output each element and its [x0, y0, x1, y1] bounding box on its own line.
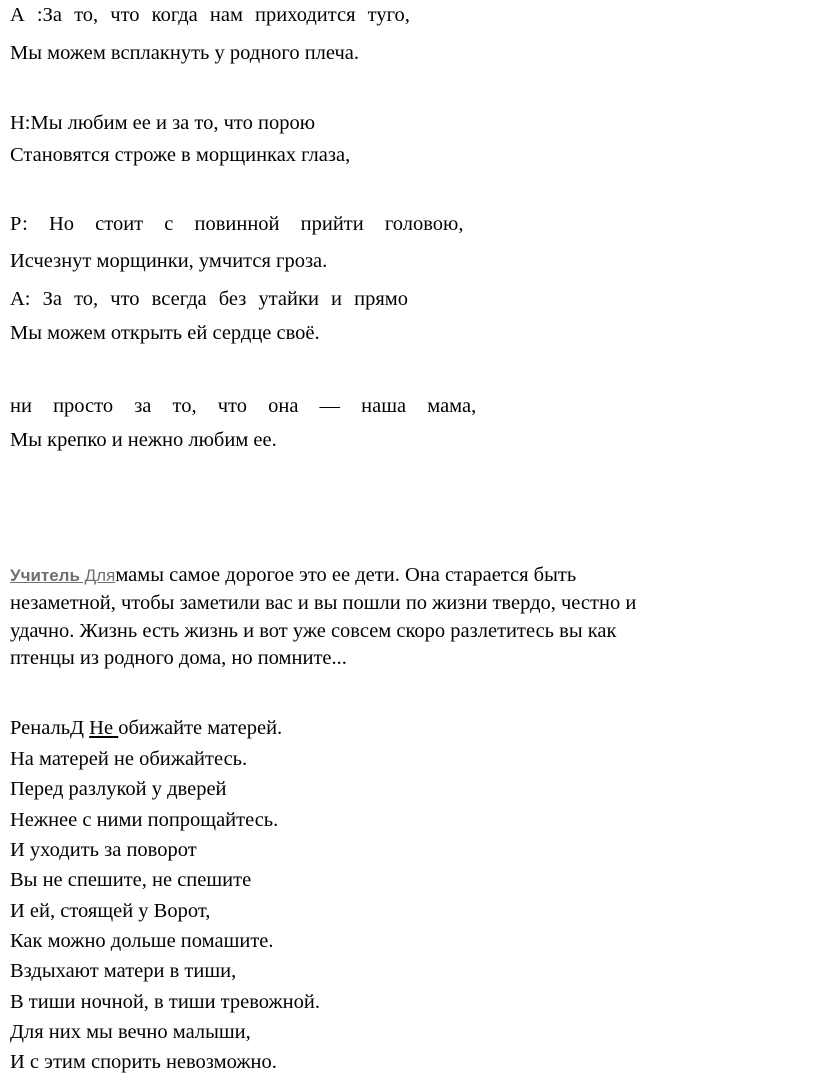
stanza1-line1: А :За то, что когда нам приходится туго,	[10, 4, 410, 26]
poem-line: Перед разлукой у дверей	[10, 778, 227, 800]
poem-line: Вы не спешите, не спешите	[10, 869, 252, 891]
teacher-label-bold: Учитель	[10, 566, 80, 585]
poem-line: Как можно дольше помашите.	[10, 930, 274, 952]
poem-first-rest: обижайте матерей.	[118, 717, 283, 739]
poem-line: И с этим спорить невозможно.	[10, 1051, 277, 1073]
teacher-line1-text: мамы самое дорогое это ее дети. Она старается быть	[115, 564, 577, 586]
teacher-line4: птенцы из родного дома, но помните...	[10, 647, 347, 669]
poem-line: И ей, стоящей у Ворот,	[10, 900, 211, 922]
poem-line: И уходить за поворот	[10, 839, 197, 861]
teacher-label-rest: Для	[79, 566, 116, 585]
stanza3-line1: Р: Но стоит с повинной прийти головою,	[10, 213, 464, 235]
poem-speaker: РенальД	[10, 717, 90, 739]
poem-line: В тиши ночной, в тиши тревожной.	[10, 991, 320, 1013]
stanza2-line1: Н:Мы любим ее и за то, что порою	[10, 112, 316, 134]
teacher-line1	[10, 562, 576, 589]
stanza5-line2: Мы крепко и нежно любим ее.	[10, 429, 277, 451]
teacher-line2: незаметной, чтобы заметили вас и вы пошли по жизни твердо, честно и	[10, 592, 637, 614]
poem-line: Для них мы вечно малыши,	[10, 1021, 251, 1043]
stanza4-line2: Мы можем открыть ей сердце своё.	[10, 322, 320, 344]
poem-line-first	[10, 715, 282, 741]
poem-line: Вздыхают матери в тиши,	[10, 960, 237, 982]
poem-line: На матерей не обижайтесь.	[10, 748, 248, 770]
poem-line: Нежнее с ними попрощайтесь.	[10, 809, 279, 831]
poem-underlined-word: Не	[89, 717, 119, 739]
stanza5-line1: ни просто за то, что она — наша мама,	[10, 395, 477, 417]
stanza4-line1: А: За то, что всегда без утайки и прямо	[10, 288, 409, 310]
stanza3-line2: Исчезнут морщинки, умчится гроза.	[10, 250, 328, 272]
stanza1-line2: Мы можем всплакнуть у родного плеча.	[10, 42, 360, 64]
stanza2-line2: Становятся строже в морщинках глаза,	[10, 144, 351, 166]
teacher-speaker-label	[10, 566, 115, 585]
teacher-line3: удачно. Жизнь есть жизнь и вот уже совсем скоро разлетитесь вы как	[10, 620, 617, 642]
